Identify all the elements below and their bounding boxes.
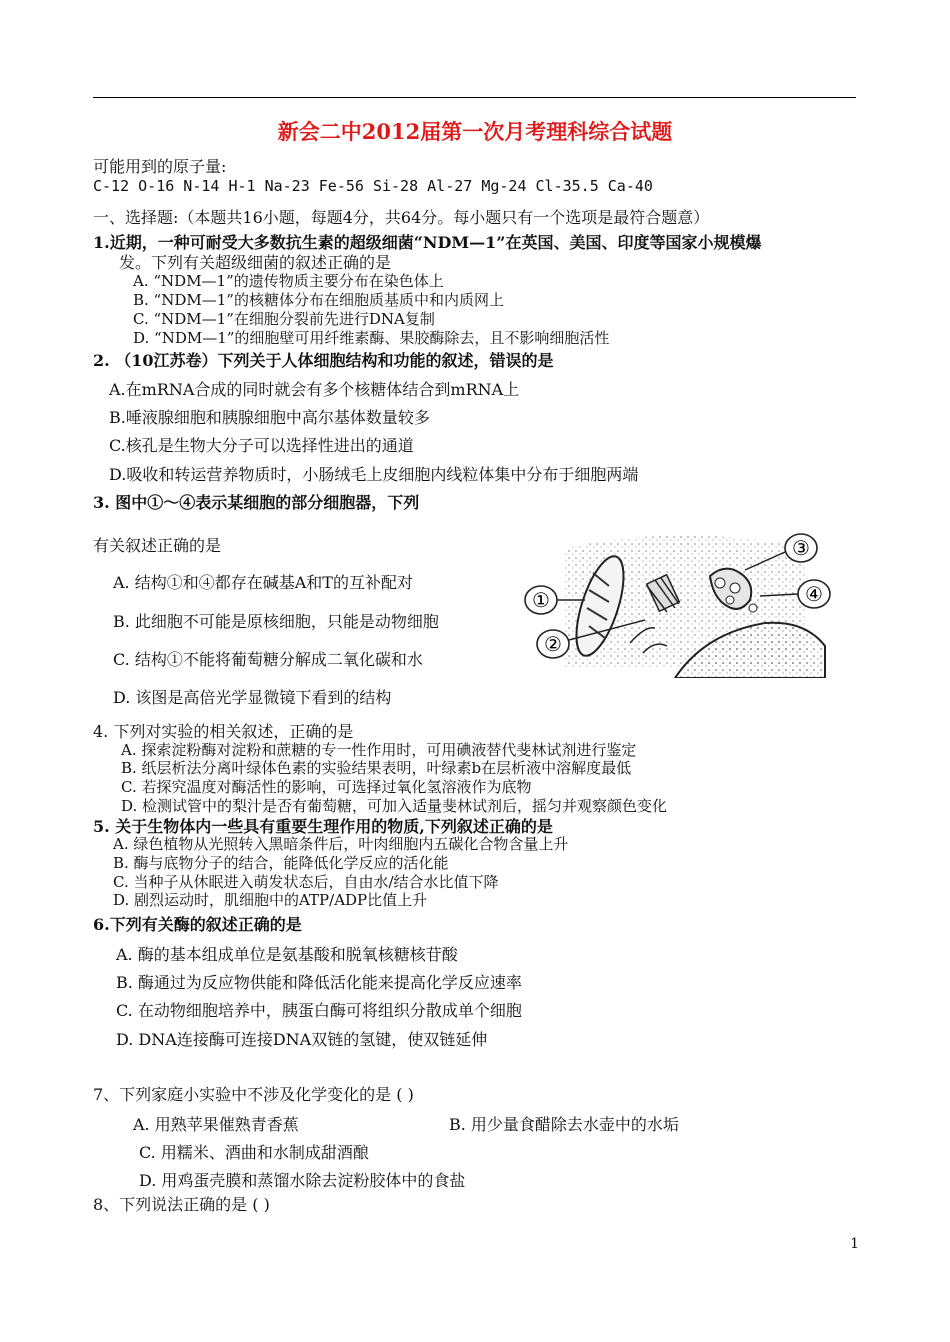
question-2-option-c: C.核孔是生物大分子可以选择性进出的通道 bbox=[109, 436, 414, 455]
question-1-stem-cont: 发。下列有关超级细菌的叙述正确的是 bbox=[119, 253, 392, 272]
question-4-option-d: D. 检测试管中的梨汁是否有葡萄糖，可加入适量斐林试剂后，摇匀并观察颜色变化 bbox=[121, 797, 668, 815]
question-3-option-d: D. 该图是高倍光学显微镜下看到的结构 bbox=[113, 688, 392, 707]
question-7-stem: 7、下列家庭小实验中不涉及化学变化的是 ( ) bbox=[93, 1085, 414, 1104]
question-5-option-a: A. 绿色植物从光照转入黑暗条件后，叶肉细胞内五碳化合物含量上升 bbox=[113, 835, 569, 853]
section-heading: 一、选择题:（本题共16小题，每题4分，共64分。每小题只有一个选项是最符合题意） bbox=[93, 208, 710, 227]
header-rule bbox=[93, 97, 856, 98]
atomic-mass-values: C-12 O-16 N-14 H-1 Na-23 Fe-56 Si-28 Al-27 Mg-24 Cl-35.5 Ca-40 bbox=[93, 177, 653, 195]
question-3-stem: 3. 图中①～④表示某细胞的部分细胞器，下列 bbox=[93, 493, 420, 512]
question-7-option-c: C. 用糯米、酒曲和水制成甜酒酿 bbox=[139, 1143, 369, 1162]
question-5-option-b: B. 酶与底物分子的结合，能降低化学反应的活化能 bbox=[113, 854, 449, 872]
question-4-option-b: B. 纸层析法分离叶绿体色素的实验结果表明，叶绿素b在层析液中溶解度最低 bbox=[121, 759, 632, 777]
label-1-text: ① bbox=[532, 588, 550, 612]
question-6-option-d: D. DNA连接酶可连接DNA双链的氢键，使双链延伸 bbox=[116, 1030, 488, 1049]
label-3-text: ③ bbox=[792, 536, 810, 560]
atomic-mass-label: 可能用到的原子量: bbox=[93, 157, 227, 176]
question-7-option-a: A. 用熟苹果催熟青香蕉 bbox=[133, 1115, 299, 1134]
question-6-stem: 6.下列有关酶的叙述正确的是 bbox=[93, 915, 302, 934]
question-2-option-a: A.在mRNA合成的同时就会有多个核糖体结合到mRNA上 bbox=[109, 380, 520, 399]
question-1-option-a: A. “NDM—1”的遗传物质主要分布在染色体上 bbox=[133, 272, 444, 290]
question-1-option-d: D. “NDM—1”的细胞壁可用纤维素酶、果胶酶除去，且不影响细胞活性 bbox=[133, 329, 610, 347]
question-3-option-a: A. 结构①和④都存在碱基A和T的互补配对 bbox=[113, 573, 413, 592]
question-2-option-b: B.唾液腺细胞和胰腺细胞中高尔基体数量较多 bbox=[109, 408, 430, 427]
question-4-stem: 4. 下列对实验的相关叙述，正确的是 bbox=[93, 722, 354, 741]
question-7-option-d: D. 用鸡蛋壳膜和蒸馏水除去淀粉胶体中的食盐 bbox=[139, 1171, 466, 1190]
question-1-stem: 1.近期，一种可耐受大多数抗生素的超级细菌“NDM—1”在英国、美国、印度等国家小规模爆 bbox=[93, 233, 762, 252]
cell-organelle-figure bbox=[505, 528, 845, 678]
question-3-option-b: B. 此细胞不可能是原核细胞，只能是动物细胞 bbox=[113, 612, 439, 631]
question-3-option-c: C. 结构①不能将葡萄糖分解成二氧化碳和水 bbox=[113, 650, 423, 669]
page-title: 新会二中2012届第一次月考理科综合试题 bbox=[277, 119, 673, 144]
page-number: 1 bbox=[850, 1236, 859, 1252]
question-6-option-b: B. 酶通过为反应物供能和降低活化能来提高化学反应速率 bbox=[116, 973, 522, 992]
question-2-stem: 2. （10江苏卷）下列关于人体细胞结构和功能的叙述，错误的是 bbox=[93, 351, 554, 370]
question-7-option-b: B. 用少量食醋除去水壶中的水垢 bbox=[449, 1115, 679, 1134]
question-4-option-a: A. 探索淀粉酶对淀粉和蔗糖的专一性作用时，可用碘液替代斐林试剂进行鉴定 bbox=[121, 741, 637, 759]
question-6-option-c: C. 在动物细胞培养中，胰蛋白酶可将组织分散成单个细胞 bbox=[116, 1001, 522, 1020]
question-5-option-c: C. 当种子从休眠进入萌发状态后，自由水/结合水比值下降 bbox=[113, 873, 499, 891]
question-1-option-b: B. “NDM—1”的核糖体分布在细胞质基质中和内质网上 bbox=[133, 291, 504, 309]
question-6-option-a: A. 酶的基本组成单位是氨基酸和脱氧核糖核苷酸 bbox=[116, 945, 458, 964]
question-2-option-d: D.吸收和转运营养物质时，小肠绒毛上皮细胞内线粒体集中分布于细胞两端 bbox=[109, 465, 639, 484]
question-8-stem: 8、下列说法正确的是 ( ) bbox=[93, 1195, 270, 1214]
label-4-text: ④ bbox=[805, 582, 823, 606]
question-3-stem-cont: 有关叙述正确的是 bbox=[93, 536, 222, 555]
cell-figure-svg bbox=[505, 528, 845, 678]
question-4-option-c: C. 若探究温度对酶活性的影响，可选择过氧化氢溶液作为底物 bbox=[121, 778, 532, 796]
question-1-option-c: C. “NDM—1”在细胞分裂前先进行DNA复制 bbox=[133, 310, 435, 328]
question-5-stem: 5. 关于生物体内一些具有重要生理作用的物质,下列叙述正确的是 bbox=[93, 817, 553, 836]
label-2-text: ② bbox=[544, 632, 562, 656]
question-5-option-d: D. 剧烈运动时，肌细胞中的ATP/ADP比值上升 bbox=[113, 891, 428, 909]
